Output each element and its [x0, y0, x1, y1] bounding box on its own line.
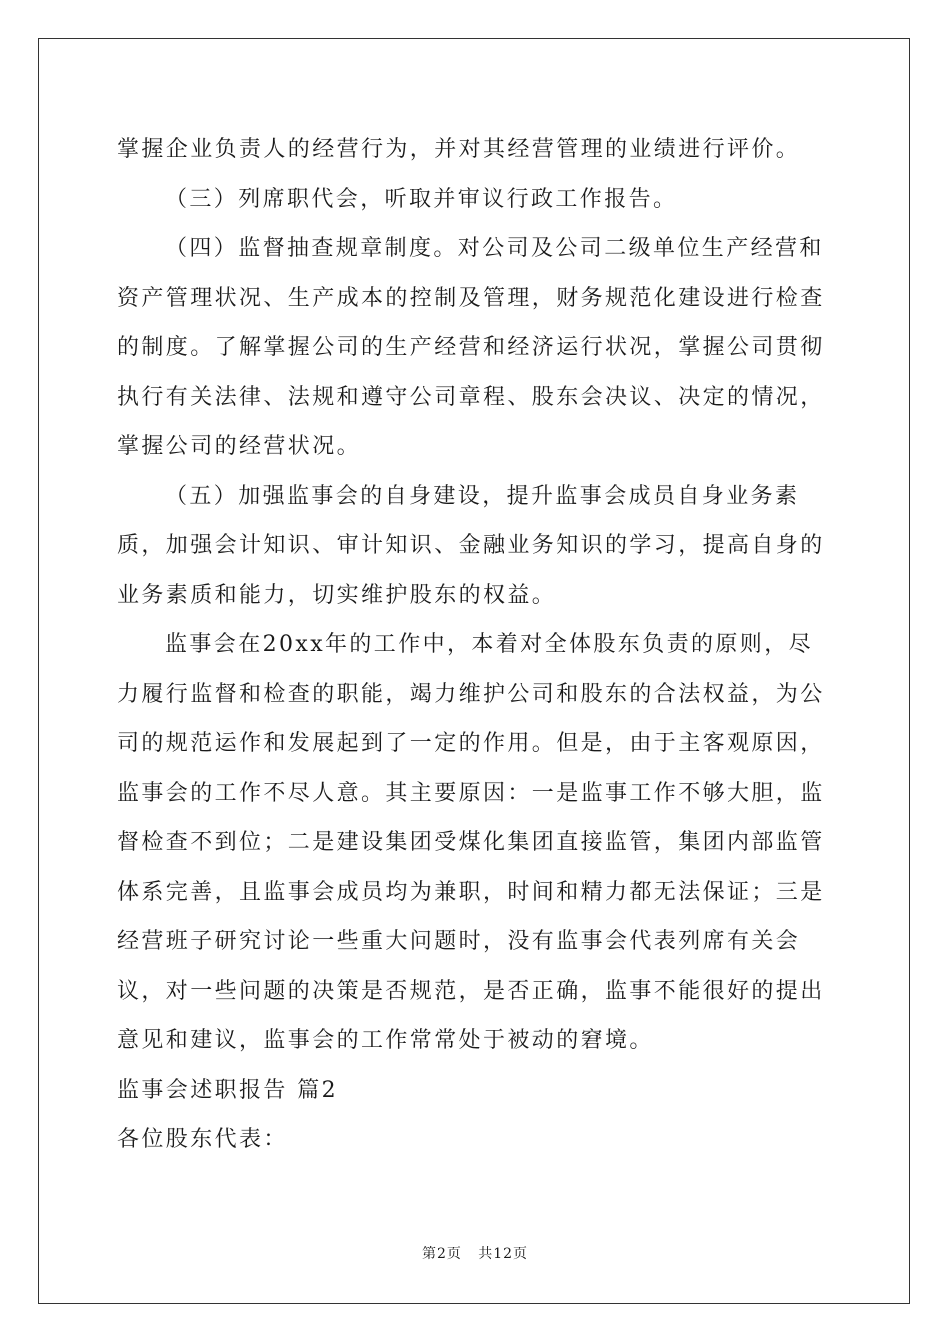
- paragraph-continuation: 掌握企业负责人的经营行为，并对其经营管理的业绩进行评价。: [117, 137, 801, 162]
- paragraph-item-3: （三）列席职代会，听取并审议行政工作报告。: [165, 186, 678, 212]
- section-title: 监事会述职报告 篇2: [117, 1077, 338, 1103]
- paragraph-item-4: （四）监督抽查规章制度。对公司及公司二级单位生产经营和资产管理状况、生产成本的控制及管理，财务规范化建设进行检查的制度。了解掌握公司的生产经营和经济运行状况，掌握公司贯彻执行有关法律、法规和遵守公司章程、股东会决议、决定的情况，掌握公司的经营状况。: [117, 236, 825, 459]
- page-footer: [0, 1243, 950, 1263]
- document-body: [117, 125, 835, 1165]
- paragraph-summary: 监事会在20xx年的工作中，本着对全体股东负责的原则，尽力履行监督和检查的职能，竭力维护公司和股东的合法权益，为公司的规范运作和发展起到了一定的作用。但是，由于主客观原因，监事会的工作不尽人意。其主要原因：一是监事工作不够大胆，监督检查不到位；二是建设集团受煤化集团直接监管，集团内部监管体系完善，且监事会成员均为兼职，时间和精力都无法保证；三是经营班子研究讨论一些重大问题时，没有监事会代表列席有关会议，对一些问题的决策是否规范，是否正确，监事不能很好的提出意见和建议，监事会的工作常常处于被动的窘境。: [117, 632, 825, 1053]
- page-number: 第2页 共12页: [421, 1246, 529, 1262]
- paragraph-item-5: （五）加强监事会的自身建设，提升监事会成员自身业务素质，加强会计知识、审计知识、金融业务知识的学习，提高自身的业务素质和能力，切实维护股东的权益。: [117, 483, 825, 608]
- salutation: 各位股东代表：: [117, 1127, 288, 1152]
